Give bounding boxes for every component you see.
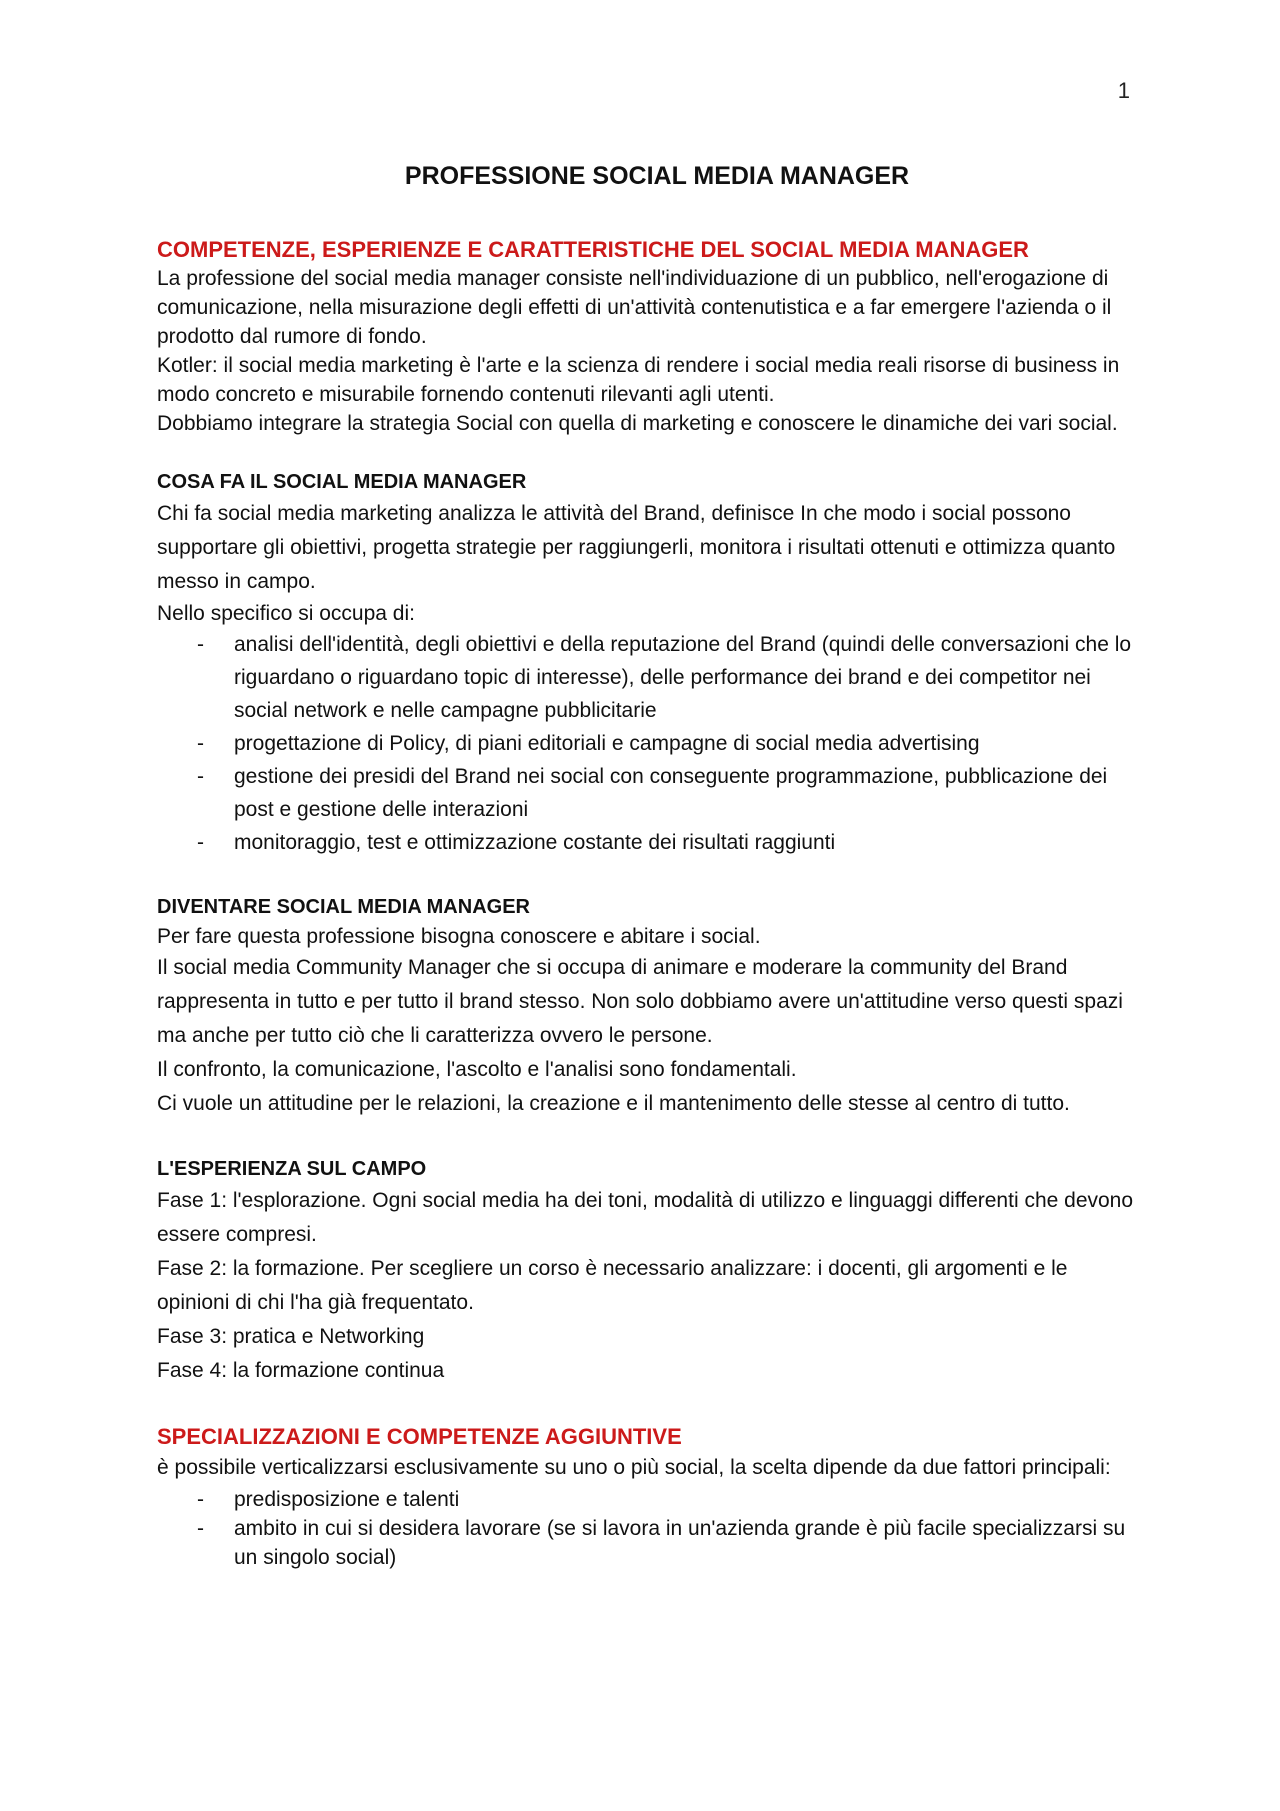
bullet-list xyxy=(157,628,1137,859)
bullet-marker: - xyxy=(197,1517,204,1540)
section-cosa-fa xyxy=(157,468,1137,859)
paragraph: Fase 1: l'esplorazione. Ogni social media ha dei toni, modalità di utilizzo e linguaggi differenti che devono essere compresi. xyxy=(157,1189,1134,1246)
list-item xyxy=(157,1485,1137,1514)
section-heading: DIVENTARE SOCIAL MEDIA MANAGER xyxy=(157,896,530,918)
list-item xyxy=(157,1514,1137,1572)
document-body xyxy=(157,162,1137,1608)
document-title: PROFESSIONE SOCIAL MEDIA MANAGER xyxy=(404,162,910,190)
list-item-text: progettazione di Policy, di piani editoriali e campagne di social media advertising xyxy=(234,732,980,755)
section-heading: L'ESPERIENZA SUL CAMPO xyxy=(157,1158,427,1180)
list-item xyxy=(157,826,1137,859)
section-heading: SPECIALIZZAZIONI E COMPETENZE AGGIUNTIVE xyxy=(157,1424,682,1449)
paragraph: Fase 4: la formazione continua xyxy=(157,1359,445,1382)
list-item-text: gestione dei presidi del Brand nei social con conseguente programmazione, pubblicazione dei post e gestione delle interazioni xyxy=(234,765,1108,821)
page-number: 1 xyxy=(1117,78,1130,103)
paragraph: Fase 2: la formazione. Per scegliere un corso è necessario analizzare: i docenti, gli argomenti e le opinioni di chi l'ha già frequentato. xyxy=(157,1257,1068,1314)
list-item-text: analisi dell'identità, degli obiettivi e della reputazione del Brand (quindi delle conversazioni che lo riguardano o riguardano topic di interesse), delle performance dei brand e dei competitor nei social network e nelle campagne pubblicitarie xyxy=(234,633,1132,722)
section-esperienza xyxy=(157,1155,1137,1388)
bullet-marker: - xyxy=(197,1488,204,1511)
list-item-text: monitoraggio, test e ottimizzazione costante dei risultati raggiunti xyxy=(234,831,836,854)
paragraph: Nello specifico si occupa di: xyxy=(157,602,415,625)
section-specializzazioni xyxy=(157,1422,1137,1572)
list-item-text: predisposizione e talenti xyxy=(234,1488,460,1511)
paragraph: La professione del social media manager consiste nell'individuazione di un pubblico, nell'erogazione di comunicazione, nella misurazione degli effetti di un'attività contenutistica e a far emergere l'azienda o il prodotto dal rumore di fondo. xyxy=(157,267,1112,348)
paragraph: Kotler: il social media marketing è l'arte e la scienza di rendere i social media reali risorse di business in modo concreto e misurabile fornendo contenuti rilevanti agli utenti. xyxy=(157,354,1120,406)
section-heading: COMPETENZE, ESPERIENZE E CARATTERISTICHE DEL SOCIAL MEDIA MANAGER xyxy=(157,237,1029,262)
bullet-marker: - xyxy=(197,732,204,755)
paragraph: Il confronto, la comunicazione, l'ascolto e l'analisi sono fondamentali. xyxy=(157,1058,797,1081)
paragraph: Fase 3: pratica e Networking xyxy=(157,1325,425,1348)
list-item xyxy=(157,727,1137,760)
bullet-marker: - xyxy=(197,831,204,854)
paragraph: Il social media Community Manager che si occupa di animare e moderare la community del Brand rappresenta in tutto e per tutto il brand stesso. Non solo dobbiamo avere un'attitudine verso questi spazi ma anche per tutto ciò che li caratterizza ovvero le persone. xyxy=(157,956,1123,1047)
bullet-marker: - xyxy=(197,633,204,656)
bullet-list xyxy=(157,1485,1137,1572)
paragraph: Dobbiamo integrare la strategia Social con quella di marketing e conoscere le dinamiche dei vari social. xyxy=(157,412,1118,435)
section-heading: COSA FA IL SOCIAL MEDIA MANAGER xyxy=(157,471,527,493)
paragraph: Chi fa social media marketing analizza le attività del Brand, definisce In che modo i social possono supportare gli obiettivi, progetta strategie per raggiungerli, monitora i risultati ottenuti e ottimizza quanto messo in campo. xyxy=(157,502,1116,593)
paragraph: Per fare questa professione bisogna conoscere e abitare i social. xyxy=(157,925,761,948)
section-diventare xyxy=(157,893,1137,1121)
list-item xyxy=(157,760,1137,826)
section-competenze xyxy=(157,235,1137,438)
paragraph: Ci vuole un attitudine per le relazioni, la creazione e il mantenimento delle stesse al centro di tutto. xyxy=(157,1092,1070,1115)
list-item-text: ambito in cui si desidera lavorare (se si lavora in un'azienda grande è più facile specializzarsi su un singolo social) xyxy=(234,1517,1126,1569)
bullet-marker: - xyxy=(197,765,204,788)
paragraph: è possibile verticalizzarsi esclusivamente su uno o più social, la scelta dipende da due fattori principali: xyxy=(157,1456,1111,1479)
list-item xyxy=(157,628,1137,727)
